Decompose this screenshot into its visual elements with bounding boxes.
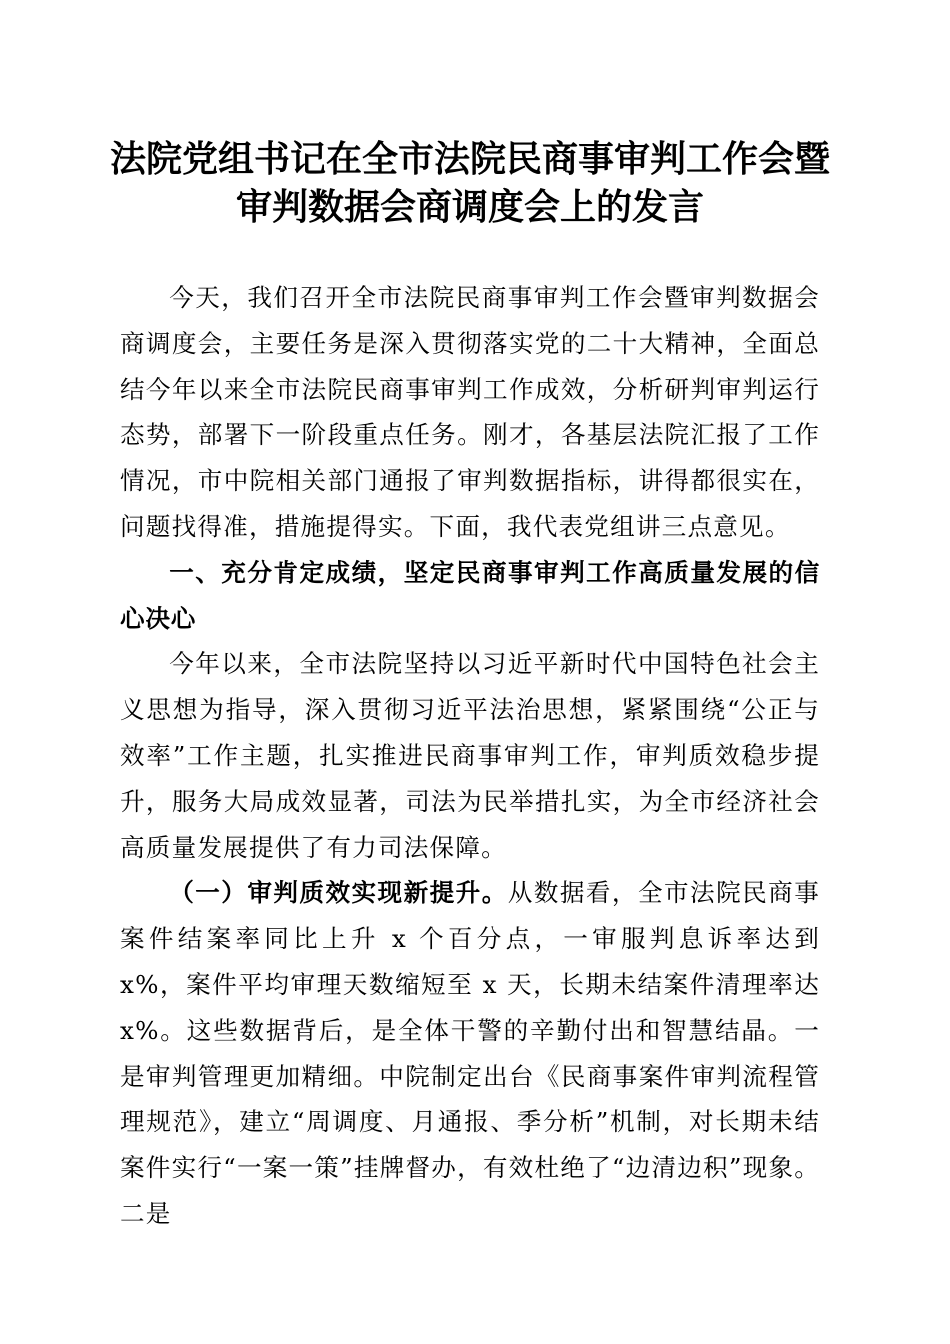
section-heading-1: 一、充分肯定成绩，坚定民商事审判工作高质量发展的信心决心 <box>120 557 820 633</box>
paragraph-intro: 今天，我们召开全市法院民商事审判工作会暨审判数据会商调度会，主要任务是深入贯彻落实党的二十大精神，全面总结今年以来全市法院民商事审判工作成效，分析研判审判运行态势，部署下一阶段重点任务。刚才，各基层法院汇报了工作情况，市中院相关部门通报了审判数据指标，讲得都很实在，问题找得准，措施提得实。下面，我代表党组讲三点意见。 <box>120 283 820 541</box>
document-title <box>110 135 830 231</box>
title-line-1: 法院党组书记在全市法院民商事审判工作会暨 <box>110 138 831 180</box>
paragraph-overview: 今年以来，全市法院坚持以习近平新时代中国特色社会主义思想为指导，深入贯彻习近平法治思想，紧紧围绕“公正与效率”工作主题，扎实推进民商事审判工作，审判质效稳步提升，服务大局成效显著，司法为民举措扎实，为全市经济社会高质量发展提供了有力司法保障。 <box>120 649 820 862</box>
title-line-2: 审判数据会商调度会上的发言 <box>235 186 704 228</box>
subsection-heading-1: （一）审判质效实现新提升。 <box>169 878 508 908</box>
paragraph-quality <box>120 870 820 1236</box>
paragraph-quality-text: 从数据看，全市法院民商事案件结案率同比上升 x 个百分点，一审服判息诉率达到 x%，案件平均审理天数缩短至 x 天，长期未结案件清理率达 x%。这些数据背后，是全体干警的辛勤付出和智慧结晶。一是审判管理更加精细。中院制定出台《民商事案件审判流程管理规范》，建立“周调度、月通报、季分析”机制，对长期未结案件实行“一案一策”挂牌督办，有效杜绝了“边清边积”现象。二是 <box>120 878 820 1228</box>
document-body <box>120 275 820 1237</box>
